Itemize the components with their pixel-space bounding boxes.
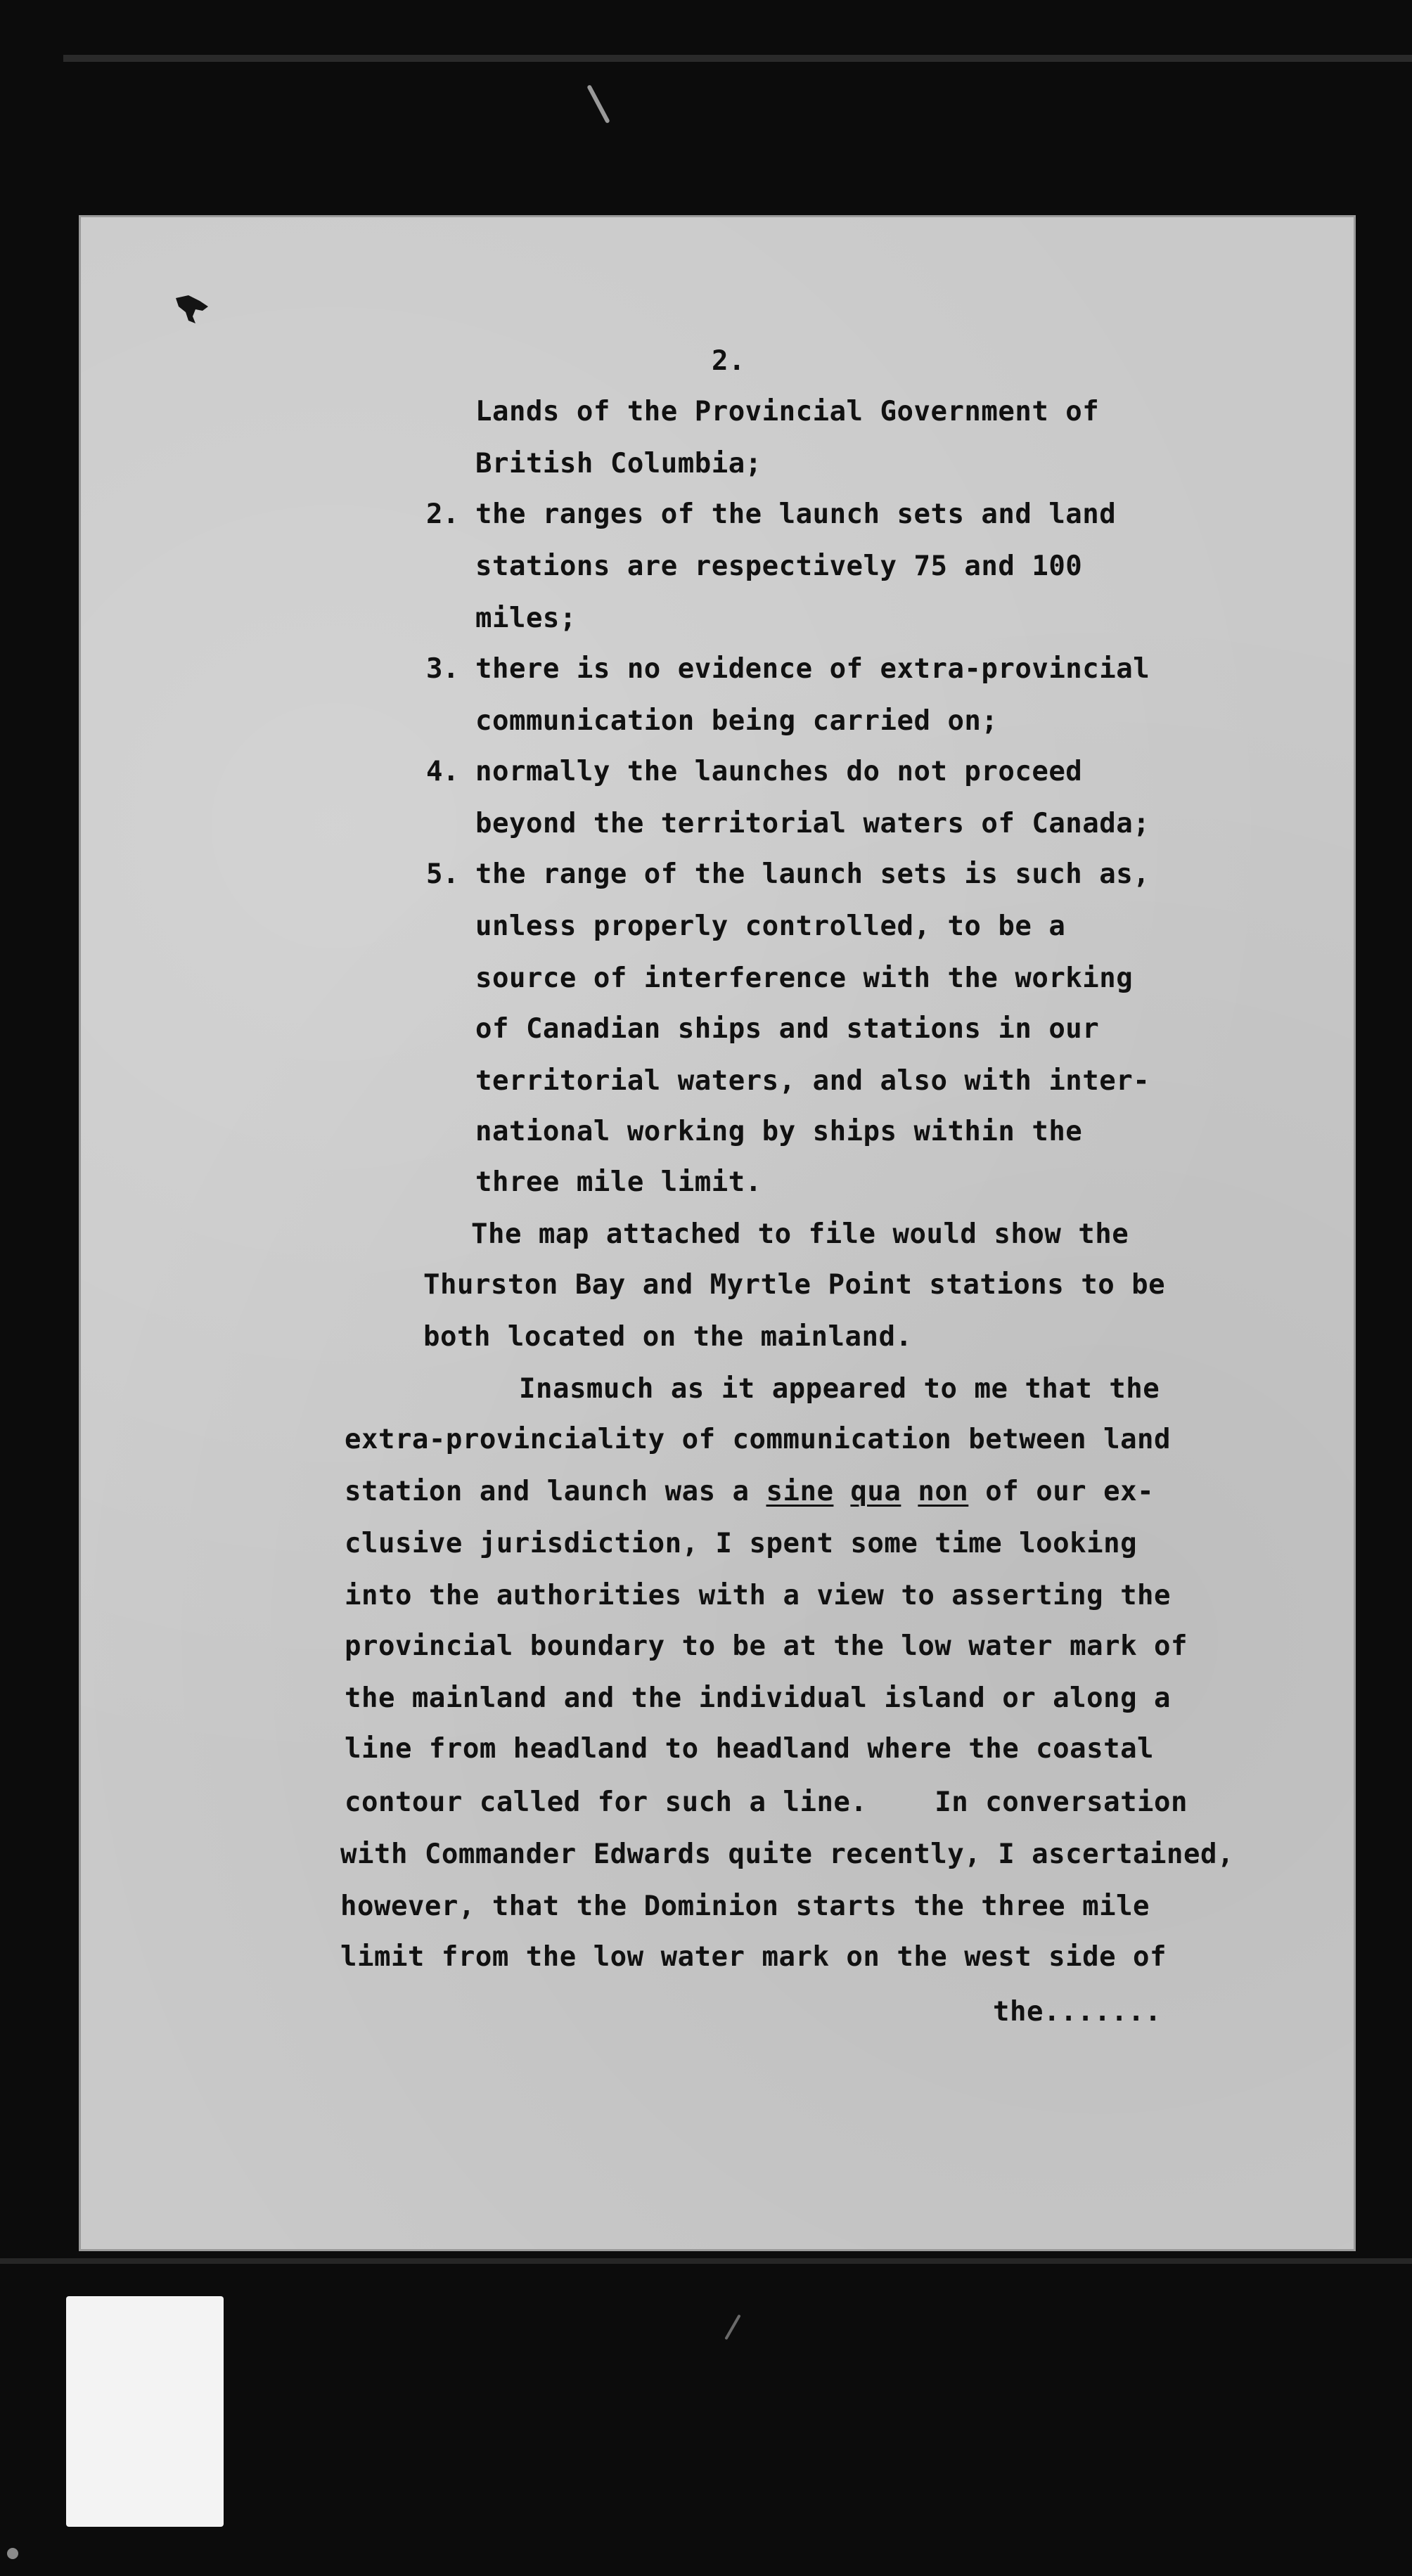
text-line-26: the mainland and the individual island or along a	[345, 1682, 1172, 1714]
underlined-latin-word: non	[918, 1476, 969, 1507]
text-line-10: the range of the launch sets is such as,	[475, 858, 1150, 890]
text-run: of our ex-	[968, 1476, 1155, 1507]
text-line-15: national working by ships within the	[475, 1116, 1083, 1147]
text-line-21: extra-provinciality of communication between land	[345, 1424, 1172, 1455]
text-line-31: limit from the low water mark on the west side of	[340, 1941, 1167, 1973]
text-line-32-catchword: the.......	[993, 1996, 1162, 2028]
text-line-19: both located on the mainland.	[423, 1321, 913, 1353]
text-line-7: communication being carried on;	[475, 705, 999, 737]
text-line-4: stations are respectively 75 and 100	[475, 550, 1083, 582]
text-line-16: three mile limit.	[475, 1166, 762, 1198]
underlined-latin-word: sine	[766, 1476, 834, 1507]
corner-mark	[174, 294, 210, 325]
list-item-number-4: 4.	[426, 756, 459, 787]
text-line-18: Thurston Bay and Myrtle Point stations to be	[423, 1269, 1166, 1301]
text-line-3: the ranges of the launch sets and land	[475, 498, 1117, 530]
text-line-14: territorial waters, and also with inter-	[475, 1065, 1150, 1097]
text-line-2: British Columbia;	[475, 448, 762, 479]
text-line-24: into the authorities with a view to asserting the	[345, 1580, 1172, 1611]
text-line-29: with Commander Edwards quite recently, I ascertained,	[340, 1838, 1234, 1870]
page-number: 2.	[712, 345, 745, 377]
list-item-number-2: 2.	[426, 498, 459, 530]
text-line-20: Inasmuch as it appeared to me that the	[519, 1373, 1160, 1405]
text-run: station and launch was a	[345, 1476, 766, 1507]
film-edge-bottom	[0, 2258, 1412, 2264]
text-line-9: beyond the territorial waters of Canada;	[475, 808, 1150, 839]
text-line-5: miles;	[475, 603, 577, 634]
underlined-latin-word: qua	[850, 1476, 901, 1507]
text-line-8: normally the launches do not proceed	[475, 756, 1083, 787]
text-line-27: line from headland to headland where the coastal	[345, 1733, 1155, 1765]
text-line-11: unless properly controlled, to be a	[475, 910, 1066, 942]
film-label-card	[66, 2296, 224, 2527]
text-line-30: however, that the Dominion starts the three mile	[340, 1891, 1150, 1922]
text-line-25: provincial boundary to be at the low water mark of	[345, 1630, 1188, 1662]
text-line-17: The map attached to file would show the	[471, 1218, 1129, 1250]
text-line-13: of Canadian ships and stations in our	[475, 1013, 1100, 1045]
text-line-6: there is no evidence of extra-provincial	[475, 653, 1150, 685]
film-edge-top	[63, 55, 1412, 62]
film-speck	[7, 2548, 18, 2559]
text-line-23: clusive jurisdiction, I spent some time looking	[345, 1528, 1138, 1559]
text-run	[833, 1476, 850, 1507]
film-scratch	[586, 84, 610, 124]
text-line-28: contour called for such a line. In conversation	[345, 1786, 1188, 1818]
list-item-number-5: 5.	[426, 858, 459, 890]
film-scratch	[724, 2314, 740, 2340]
list-item-number-3: 3.	[426, 653, 459, 685]
text-line-12: source of interference with the working	[475, 962, 1134, 994]
text-line-22	[345, 1478, 1154, 1505]
text-run	[901, 1476, 918, 1507]
text-line-1: Lands of the Provincial Government of	[475, 396, 1100, 427]
